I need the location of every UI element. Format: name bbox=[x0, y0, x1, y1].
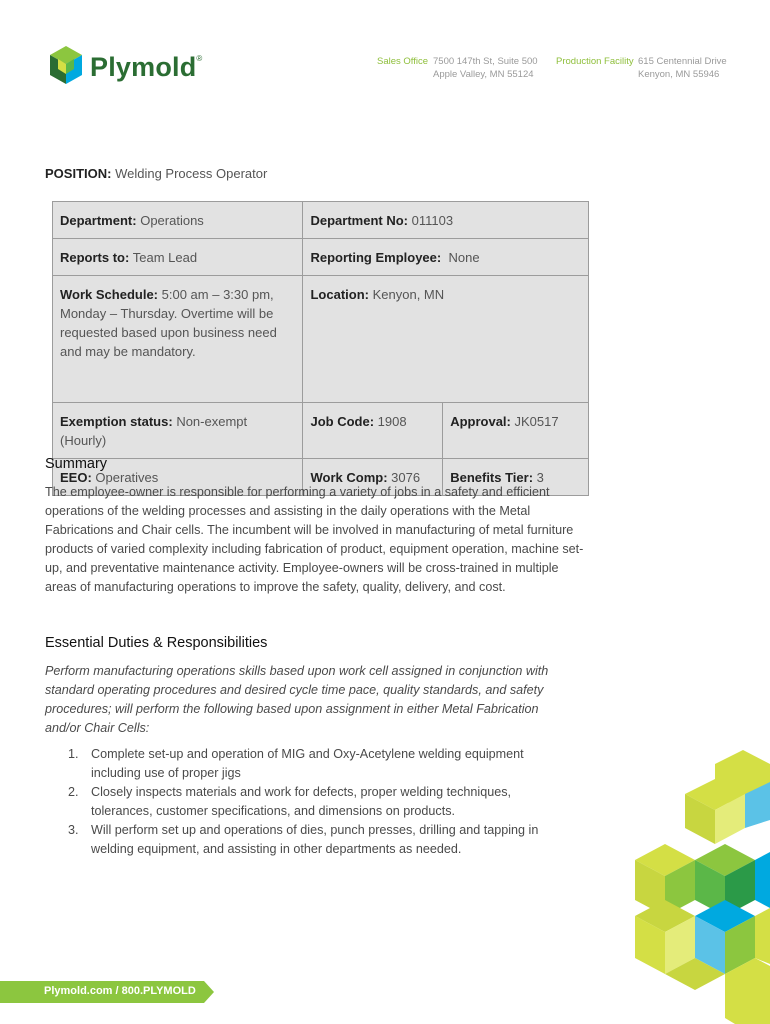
plymold-cube-logo-icon bbox=[48, 44, 84, 88]
work-schedule-cell: Work Schedule: 5:00 am – 3:30 pm, Monday – Thursday. Overtime will be requested based upon business need and may be mandatory. bbox=[53, 276, 303, 403]
exemption-status-cell: Exemption status: Non-exempt (Hourly) bbox=[53, 403, 303, 459]
brand-name: Plymold® bbox=[90, 52, 203, 82]
position-line bbox=[45, 166, 267, 181]
position-label: POSITION: bbox=[45, 166, 112, 181]
table-row bbox=[53, 202, 589, 239]
table-row bbox=[53, 239, 589, 276]
list-item: 1. Complete set-up and operation of MIG and Oxy-Acetylene welding equipment including use of proper jigs bbox=[68, 747, 524, 780]
approval-cell: Approval: JK0517 bbox=[443, 403, 589, 459]
job-code-cell: Job Code: 1908 bbox=[303, 403, 443, 459]
duties-heading: Essential Duties & Responsibilities bbox=[45, 635, 268, 651]
production-facility-line2: Kenyon, MN 55946 bbox=[638, 68, 720, 80]
sales-office-line1: 7500 147th St, Suite 500 bbox=[433, 56, 538, 67]
benefits-tier-cell: Benefits Tier: 3 bbox=[443, 459, 589, 496]
production-facility-line1: 615 Centennial Drive bbox=[638, 56, 727, 67]
table-row bbox=[53, 403, 589, 459]
summary-text: The employee-owner is responsible for performing a variety of jobs in a safety and efficient operations of the welding processes and assisting in the daily operations with the Metal Fabrications and Chair cells. The incumbent will be involved in manufacturing of metal furniture products of varied complexity including fabrication of product, equipment operation, machine set-up, and preventative maintenance activity. Employee-owners will be cross-trained in multiple areas of manufacturing operations to improve the safety, quality, delivery, and cost. bbox=[45, 485, 584, 594]
duties-intro: Perform manufacturing operations skills based upon work cell assigned in conjunction with standard operating procedures and desired cycle time pace, quality standards, and safety procedures; will perform the following based upon assignment in either Metal Fabrication and/or Chair Cells: bbox=[45, 664, 549, 735]
company-logo bbox=[48, 44, 218, 90]
footer-contact: Plymold.com / 800.PLYMOLD bbox=[44, 985, 196, 997]
list-item: 2. Closely inspects materials and work for defects, proper welding techniques, tolerances, customer specifications, and dimensions on products. bbox=[68, 785, 511, 818]
location-cell: Location: Kenyon, MN bbox=[303, 276, 589, 403]
sales-office-line2: Apple Valley, MN 55124 bbox=[433, 68, 534, 80]
production-facility-label: Production Facility bbox=[556, 56, 634, 67]
department-no-cell: Department No: 011103 bbox=[303, 202, 589, 239]
duties-list bbox=[68, 745, 568, 859]
eeo-cell: EEO: Operatives bbox=[53, 459, 303, 496]
summary-heading: Summary bbox=[45, 456, 108, 472]
table-row bbox=[53, 276, 589, 403]
sales-office-label: Sales Office bbox=[377, 56, 429, 67]
list-item: 3. Will perform set up and operations of dies, punch presses, drilling and tapping in welding equipment, and assisting in other departments as needed. bbox=[68, 823, 539, 856]
decorative-cubes-graphic bbox=[635, 748, 770, 1024]
work-comp-cell: Work Comp: 3076 bbox=[303, 459, 443, 496]
reports-to-cell: Reports to: Team Lead bbox=[53, 239, 303, 276]
position-value: Welding Process Operator bbox=[115, 166, 268, 181]
reporting-employee-cell: Reporting Employee: None bbox=[303, 239, 589, 276]
job-info-table bbox=[52, 201, 589, 496]
department-cell: Department: Operations bbox=[53, 202, 303, 239]
